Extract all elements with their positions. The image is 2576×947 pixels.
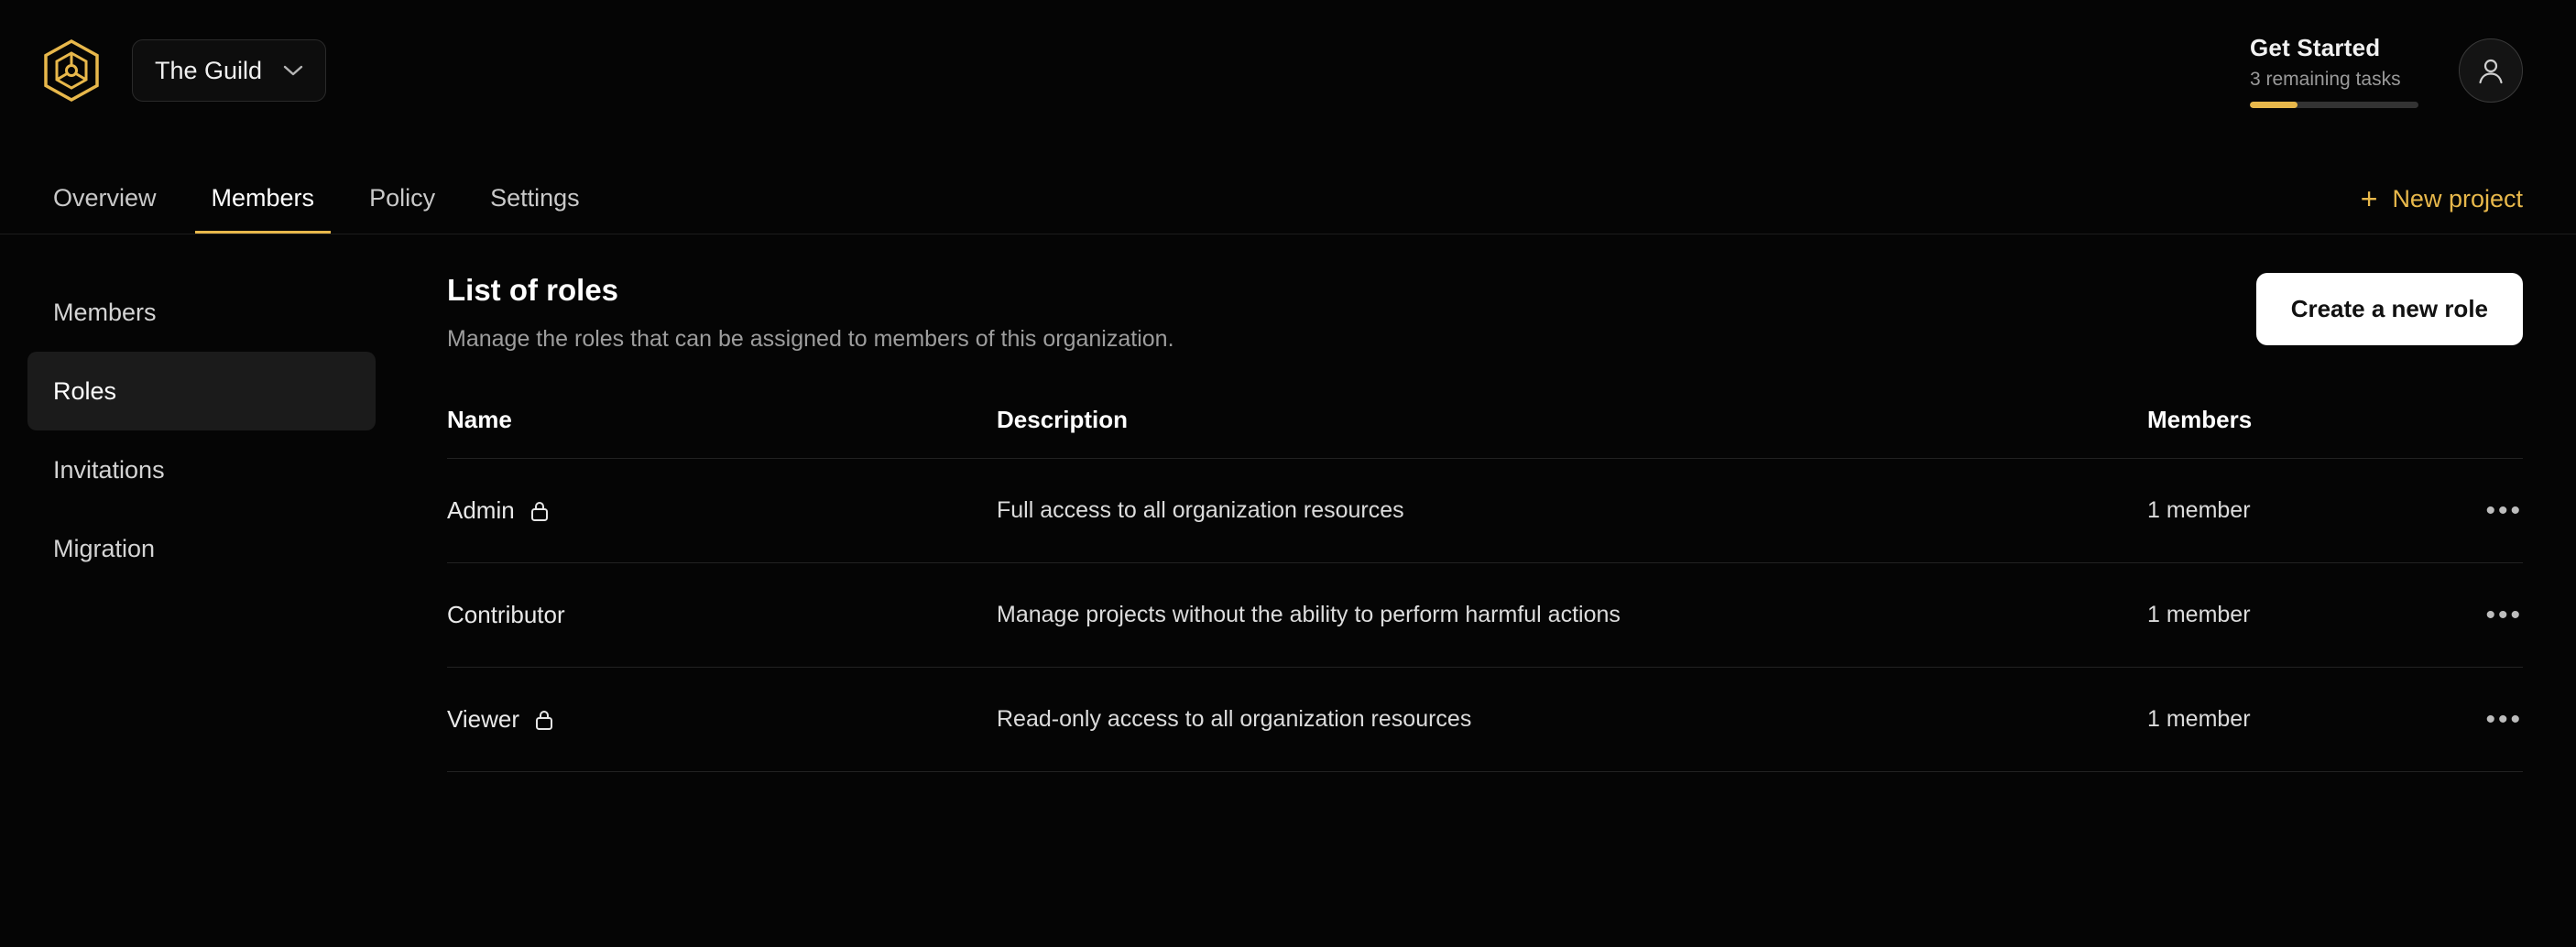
role-name: Contributor	[447, 601, 565, 628]
sidebar-item-invitations[interactable]: Invitations	[53, 455, 165, 484]
role-actions-cell	[2422, 703, 2523, 735]
page-title: List of roles	[447, 273, 619, 307]
get-started-widget[interactable]	[2250, 34, 2418, 108]
role-name: Viewer	[447, 705, 520, 733]
role-description: Manage projects without the ability to perform harmful actions	[997, 602, 1621, 627]
get-started-title: Get Started	[2250, 33, 2381, 61]
tab-policy[interactable]: Policy	[369, 184, 436, 212]
get-started-subtitle: 3 remaining tasks	[2250, 68, 2401, 90]
role-name: Admin	[447, 496, 515, 524]
role-name-cell	[447, 496, 997, 525]
column-header-members: Members	[2147, 406, 2253, 433]
table-row[interactable]	[447, 668, 2523, 772]
table-header-row	[447, 406, 2523, 459]
role-member-count: 1 member	[2147, 602, 2251, 627]
avatar[interactable]	[2459, 38, 2523, 103]
content-header	[447, 273, 2523, 353]
tab-overview[interactable]: Overview	[53, 184, 157, 212]
org-name: The Guild	[155, 56, 263, 84]
column-header-description: Description	[997, 406, 1129, 433]
main-content	[403, 234, 2576, 947]
chevron-down-icon	[283, 64, 303, 77]
tab-settings[interactable]: Settings	[490, 184, 580, 212]
new-project-label: New project	[2392, 184, 2523, 212]
role-name-cell	[447, 601, 997, 629]
table-row[interactable]	[447, 563, 2523, 668]
get-started-progress-fill	[2250, 102, 2298, 108]
table-row[interactable]	[447, 459, 2523, 563]
top-bar	[0, 0, 2576, 141]
role-actions-cell	[2422, 599, 2523, 630]
role-member-count: 1 member	[2147, 706, 2251, 732]
page-body	[0, 234, 2576, 947]
lock-icon	[529, 500, 550, 522]
role-description: Read-only access to all organization resources	[997, 706, 1472, 732]
plus-icon: +	[2360, 182, 2378, 215]
lock-icon	[534, 709, 554, 731]
role-description: Full access to all organization resources	[997, 497, 1404, 523]
table-body	[447, 459, 2523, 772]
sidebar	[0, 234, 403, 947]
hexagon-logo-icon[interactable]	[37, 36, 106, 105]
org-switcher[interactable]	[132, 39, 326, 102]
sidebar-item-migration[interactable]: Migration	[53, 534, 156, 562]
sidebar-item-members[interactable]: Members	[53, 298, 157, 326]
tab-members[interactable]: Members	[195, 186, 332, 234]
column-header-name: Name	[447, 406, 512, 433]
nav-tabs	[37, 141, 618, 234]
page-subtitle: Manage the roles that can be assigned to members of this organization.	[447, 326, 1174, 352]
more-horizontal-icon[interactable]: •••	[2485, 495, 2523, 526]
new-project-button[interactable]	[2361, 184, 2523, 234]
more-horizontal-icon[interactable]: •••	[2485, 599, 2523, 630]
role-member-count: 1 member	[2147, 497, 2251, 523]
more-horizontal-icon[interactable]: •••	[2485, 703, 2523, 735]
create-role-button[interactable]: Create a new role	[2256, 273, 2523, 345]
roles-table	[447, 406, 2523, 772]
user-avatar-icon	[2475, 55, 2506, 86]
role-actions-cell	[2422, 497, 2523, 525]
get-started-progress	[2250, 102, 2418, 108]
role-name-cell	[447, 705, 997, 734]
sidebar-item-roles[interactable]: Roles	[27, 352, 376, 430]
content-header-texts	[447, 273, 2256, 353]
nav-tabs-bar	[0, 141, 2576, 234]
